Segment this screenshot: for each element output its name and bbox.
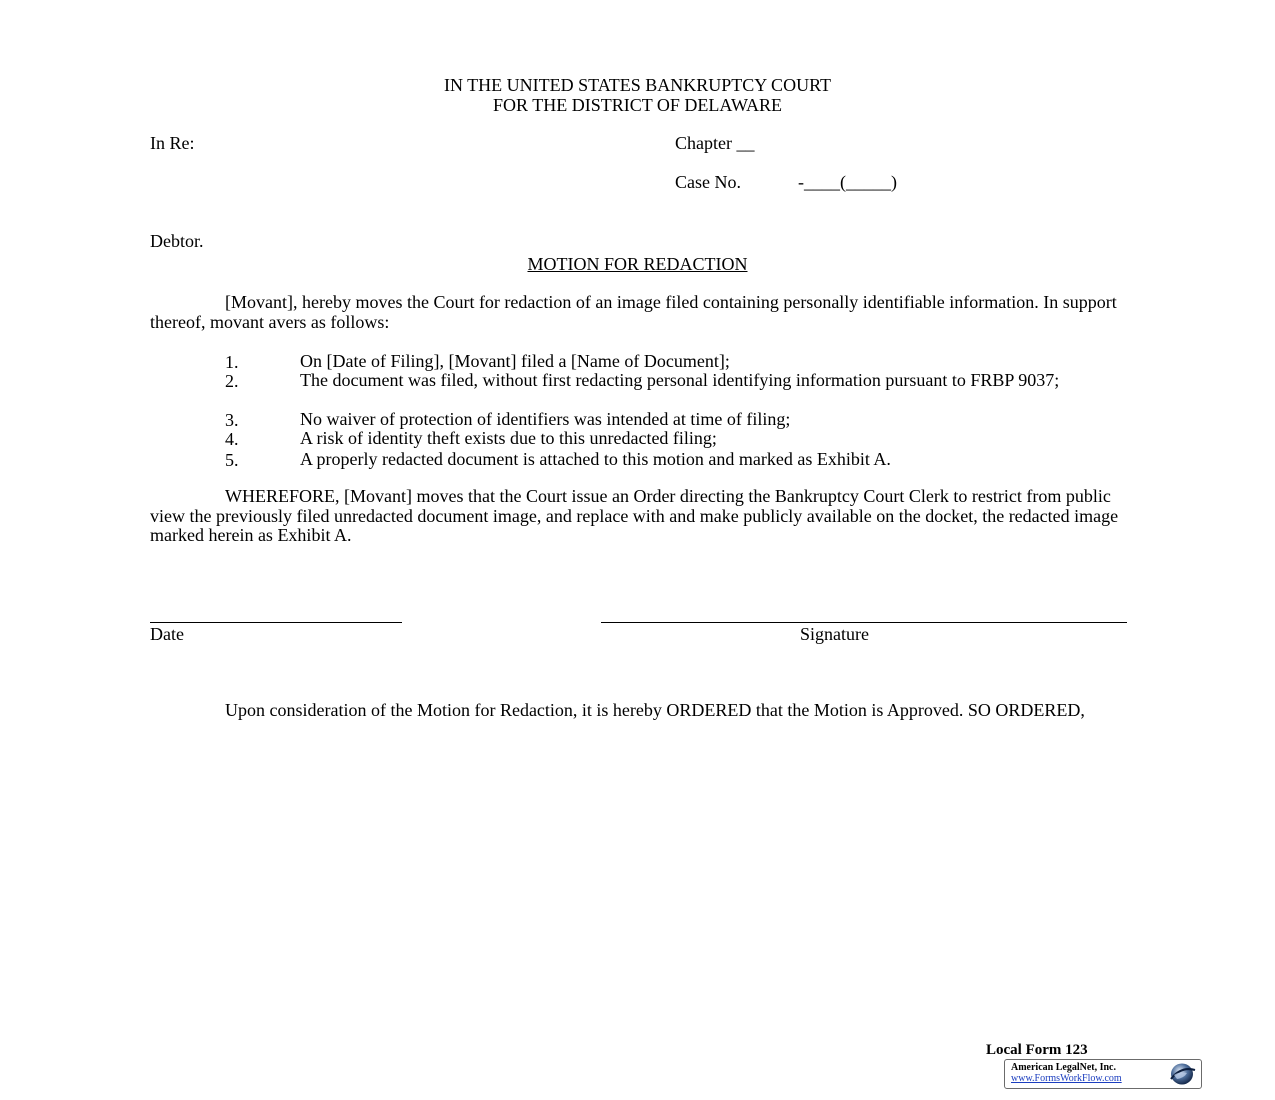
court-header-line2: FOR THE DISTRICT OF DELAWARE [493, 95, 782, 115]
court-header-line1: IN THE UNITED STATES BANKRUPTCY COURT [444, 75, 831, 95]
list-item: A properly redacted document is attached to this motion and marked as Exhibit A. [300, 449, 891, 469]
date-line [150, 622, 402, 623]
signature-line [601, 622, 1127, 623]
wherefore-paragraph: WHEREFORE, [Movant] moves that the Court issue an Order directing the Bankruptcy Court Clerk to restrict from public view the previously filed unredacted document image, and replace with and make publicly available on the docket, the redacted image marked herein as Exhibit A. [150, 486, 1119, 545]
globe-logo-icon [1165, 1062, 1197, 1086]
signature-label: Signature [800, 624, 869, 644]
debtor-label: Debtor. [150, 231, 204, 251]
date-label: Date [150, 624, 184, 644]
list-item-number: 2. [225, 371, 239, 391]
form-number: Local Form 123 [986, 1042, 1088, 1058]
list-item-number: 1. [225, 352, 239, 372]
list-item: No waiver of protection of identifiers was intended at time of filing; [300, 409, 791, 429]
intro-paragraph: [Movant], hereby moves the Court for redaction of an image filed containing personally identifiable information. In support thereof, movant avers as follows: [150, 292, 1117, 332]
publisher-link[interactable]: www.FormsWorkFlow.com [1011, 1073, 1122, 1084]
chapter-label: Chapter __ [675, 133, 755, 153]
publisher-name: American LegalNet, Inc. [1011, 1062, 1116, 1073]
list-item: On [Date of Filing], [Movant] filed a [Name of Document]; [300, 351, 730, 371]
case-no-label: Case No. [675, 172, 741, 192]
list-item-number: 5. [225, 450, 239, 470]
case-no-value: -____(_____) [798, 172, 897, 192]
in-re-label: In Re: [150, 133, 195, 153]
list-item: A risk of identity theft exists due to this unredacted filing; [300, 428, 717, 448]
list-item-number: 3. [225, 410, 239, 430]
document-title: MOTION FOR REDACTION [527, 254, 748, 274]
list-item: The document was filed, without first redacting personal identifying information pursuant to FRBP 9037; [300, 370, 1060, 390]
list-item-number: 4. [225, 429, 239, 449]
publisher-badge[interactable] [1004, 1059, 1202, 1089]
order-paragraph: Upon consideration of the Motion for Redaction, it is hereby ORDERED that the Motion is Approved. SO ORDERED, [225, 700, 1085, 720]
